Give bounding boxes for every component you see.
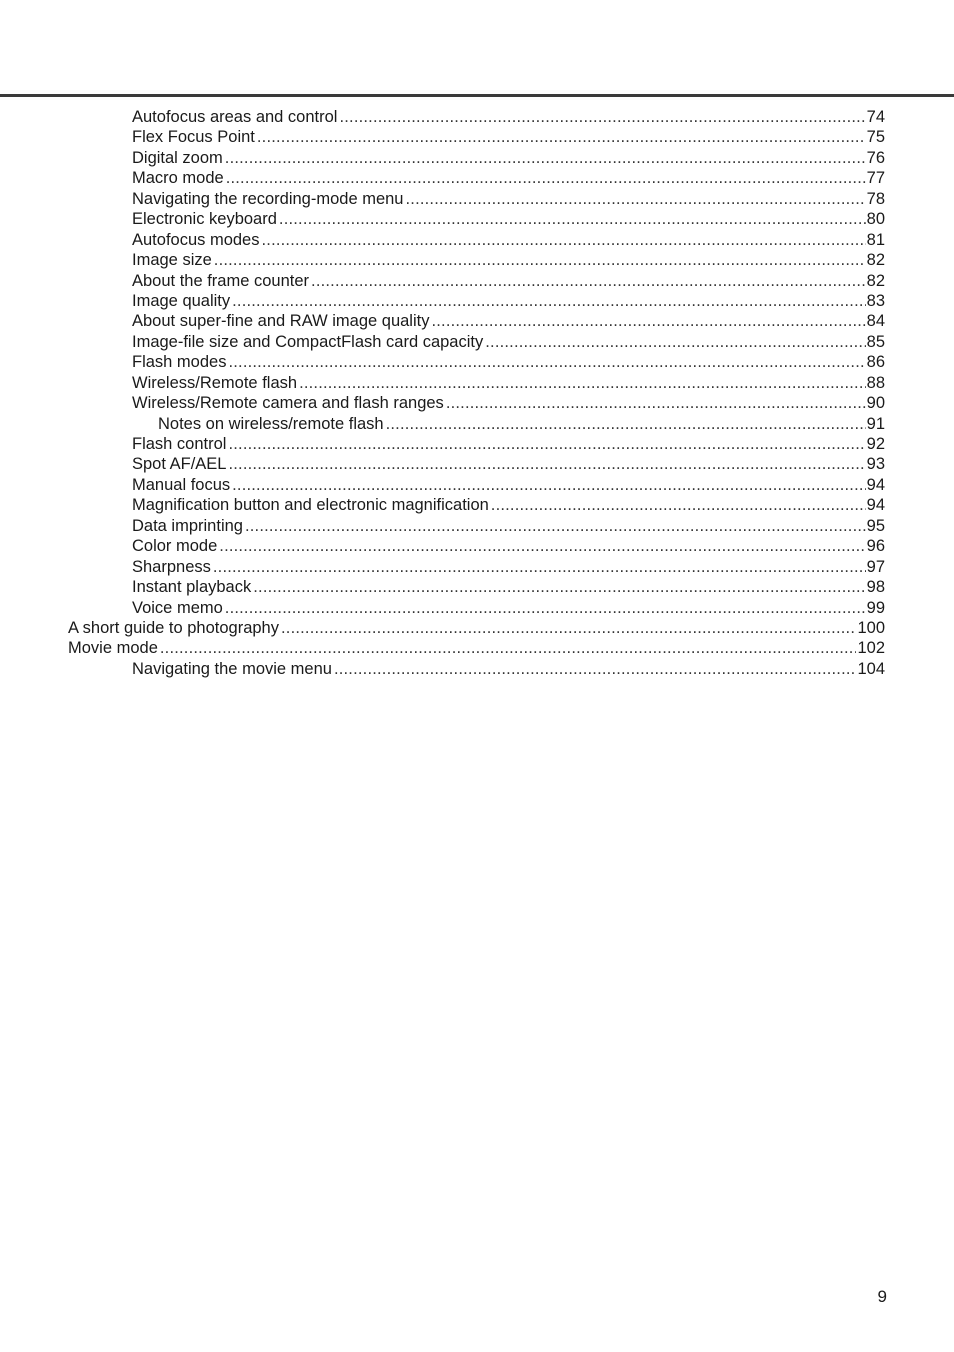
toc-entry-title: About the frame counter [132,271,310,290]
toc-entry[interactable] [0,148,954,168]
toc-entry-line [132,127,885,147]
toc-entry[interactable] [0,209,954,229]
toc-entry[interactable] [0,454,954,474]
toc-entry[interactable] [0,127,954,147]
toc-entry-line [132,250,885,270]
toc-entry-page: 83 [866,291,885,310]
header-rule [0,94,954,97]
toc-entry[interactable] [0,659,954,679]
toc-entry-line [132,148,885,168]
toc-dot-leader [281,618,856,638]
toc-dot-leader [225,148,866,168]
toc-entry-page: 99 [866,598,885,617]
toc-entry-line [132,107,885,127]
toc-entry-line [132,516,885,536]
toc-dot-leader [406,189,866,209]
toc-dot-leader [279,209,866,229]
toc-entry-line [158,414,885,434]
toc-dot-leader [339,107,865,127]
toc-entry[interactable] [0,168,954,188]
toc-entry-page: 84 [866,312,885,331]
toc-entry-title: Flash modes [132,353,227,372]
toc-entry[interactable] [0,475,954,495]
toc-dot-leader [485,332,865,352]
toc-dot-leader [245,516,866,536]
toc-entry-page: 74 [866,108,885,126]
toc-entry[interactable] [0,352,954,372]
toc-entry-line [132,393,885,413]
toc-entry-page: 93 [866,455,885,474]
toc-entry-page: 81 [866,230,885,249]
toc-entry-line [132,454,885,474]
toc-entry[interactable] [0,414,954,434]
toc-dot-leader [232,291,866,311]
toc-entry-page: 95 [866,516,885,535]
toc-entry-line [132,352,885,372]
toc-entry-title: Instant playback [132,578,252,597]
toc-entry-page: 75 [866,128,885,147]
toc-entry-title: Image quality [132,291,231,310]
toc-dot-leader [299,373,866,393]
toc-entry[interactable] [0,598,954,618]
toc-entry-line [132,434,885,454]
toc-entry-line [132,168,885,188]
toc-entry[interactable] [0,250,954,270]
toc-dot-leader [228,454,865,474]
toc-entry[interactable] [0,638,954,658]
toc-entry[interactable] [0,230,954,250]
toc-entry-title: Flash control [132,435,227,453]
toc-entry-line [68,638,885,658]
toc-dot-leader [491,495,866,515]
toc-entry-title: Color mode [132,537,218,556]
toc-entry-title: Data imprinting [132,516,243,535]
toc-entry[interactable] [0,557,954,577]
toc-entry-title: Image-file size and CompactFlash card capacity [132,332,484,351]
toc-entry-line [132,230,885,250]
toc-entry-title: Voice memo [132,598,223,617]
toc-entry-page: 98 [866,578,885,597]
toc-entry-line [132,291,885,311]
toc-entry-line [132,311,885,331]
toc-entry-title: Magnification button and electronic magnification [132,496,489,515]
toc-entry-page: 82 [866,271,885,290]
toc-entry-line [132,577,885,597]
toc-entry-line [68,618,885,638]
toc-dot-leader [262,230,866,250]
toc-dot-leader [334,659,857,679]
toc-dot-leader [225,598,866,618]
toc-entry-page: 85 [866,332,885,351]
toc-entry-line [132,332,885,352]
toc-entry-page: 88 [866,373,885,392]
toc-entry-title: A short guide to photography [68,618,279,637]
toc-entry-title: Autofocus areas and control [132,108,338,126]
toc-entry-title: Manual focus [132,475,231,494]
toc-dot-leader [431,311,865,331]
toc-entry-page: 100 [857,618,885,637]
toc-entry-line [132,598,885,618]
toc-dot-leader [386,414,866,434]
toc-entry-line [132,495,885,515]
toc-entry-title: Spot AF/AEL [132,455,227,474]
page-number: 9 [877,1287,887,1306]
toc-entry-title: Flex Focus Point [132,128,255,147]
toc-entry[interactable] [0,577,954,597]
toc-entry-page: 86 [866,353,885,372]
toc-dot-leader [228,434,865,454]
toc-entry-page: 94 [866,475,885,494]
toc-entry-page: 96 [866,537,885,556]
toc-entry-title: Wireless/Remote camera and flash ranges [132,394,444,413]
toc-entry-title: Navigating the movie menu [132,659,332,678]
toc-entry-title: Image size [132,251,212,270]
toc-entry[interactable] [0,332,954,352]
toc-entry-page: 91 [866,414,885,433]
toc-entry[interactable] [0,434,954,454]
toc-entry-line [132,557,885,577]
toc-entry-title: Sharpness [132,557,211,576]
toc-entry-line [132,536,885,556]
toc-dot-leader [232,475,866,495]
toc-entry-page: 104 [857,659,885,678]
toc-entry-line [132,189,885,209]
toc-entry-page: 82 [866,251,885,270]
toc-entry-line [132,209,885,229]
toc-entry[interactable] [0,393,954,413]
toc-entry[interactable] [0,618,954,638]
toc-entry[interactable] [0,271,954,291]
toc-entry-title: About super-fine and RAW image quality [132,312,430,331]
toc-entry-title: Macro mode [132,169,224,188]
toc-entry-title: Digital zoom [132,148,223,167]
toc-entry-page: 78 [866,189,885,208]
toc-entry-title: Notes on wireless/remote flash [158,414,384,433]
toc-entry-page: 77 [866,169,885,188]
toc-dot-leader [214,250,866,270]
toc-dot-leader [219,536,865,556]
toc-entry-line [132,373,885,393]
toc-entry-line [132,475,885,495]
toc-dot-leader [160,638,857,658]
toc-entry[interactable] [0,291,954,311]
toc-entry-title: Navigating the recording-mode menu [132,189,404,208]
toc-entry-page: 76 [866,148,885,167]
toc-entry[interactable] [0,495,954,515]
toc-entry[interactable] [0,516,954,536]
toc-dot-leader [311,271,866,291]
toc-entry[interactable] [0,373,954,393]
toc-entry[interactable] [0,311,954,331]
toc-entry-title: Electronic keyboard [132,210,277,229]
toc-entry[interactable] [0,107,954,127]
toc-dot-leader [226,168,866,188]
toc-entry-title: Wireless/Remote flash [132,373,298,392]
toc-dot-leader [257,127,866,147]
toc-dot-leader [228,352,865,372]
toc-dot-leader [253,577,865,597]
toc-entry-title: Autofocus modes [132,230,260,249]
table-of-contents [0,107,954,679]
toc-entry[interactable] [0,536,954,556]
toc-entry-page: 97 [866,557,885,576]
toc-entry-page: 90 [866,394,885,413]
toc-entry-page: 94 [866,496,885,515]
toc-entry-page: 92 [866,435,885,453]
toc-entry-page: 80 [866,210,885,229]
toc-entry-page: 102 [857,639,885,658]
toc-entry-line [132,271,885,291]
toc-entry[interactable] [0,189,954,209]
toc-entry-line [132,659,885,679]
toc-dot-leader [213,557,866,577]
toc-entry-title: Movie mode [68,639,158,658]
toc-dot-leader [446,393,866,413]
